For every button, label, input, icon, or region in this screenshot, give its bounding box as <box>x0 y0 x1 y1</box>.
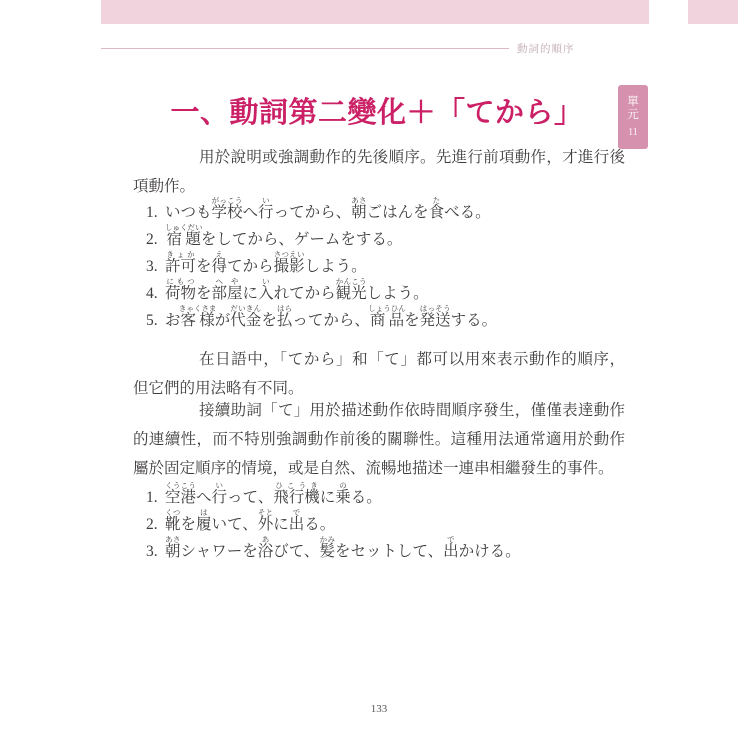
intro-paragraph: 用於說明或強調動作的先後順序。先進行前項動作，才進行後項動作。 <box>133 149 625 195</box>
top-edge-band-right <box>688 0 738 24</box>
example-text: 朝あさシャワーを浴あびて、髪かみをセットして、出でかける。 <box>165 535 521 560</box>
section-title: 一、動詞第二變化＋「てから」 <box>170 97 584 129</box>
example-sentence <box>146 277 632 304</box>
example-text: 荷物にもつを部屋へやに入いれてから観光かんこうしよう。 <box>165 277 429 302</box>
example-sentence <box>146 481 632 508</box>
running-head-rule <box>101 48 509 49</box>
contrast-paragraph: 在日語中，「てから」和「て」都可以用來表示動作的順序，但它們的用法略有不同。 <box>133 351 625 397</box>
example-number: 2. <box>146 231 158 248</box>
example-number: 1. <box>146 204 158 221</box>
example-sentence <box>146 196 632 223</box>
example-number: 2. <box>146 516 158 533</box>
top-edge-band-left <box>101 0 649 24</box>
example-text: お客様きゃくさまが代金だいきんを払はらってから、商品しょうひんを発送はっそうする。 <box>165 304 498 329</box>
example-text: 空港くうこうへ行いって、飛行機ひこうきに乗のる。 <box>165 481 382 506</box>
page-number: 133 <box>370 703 388 715</box>
tekara-example-list <box>146 196 632 331</box>
example-sentence <box>146 535 632 562</box>
example-sentence <box>146 304 632 331</box>
example-sentence <box>146 250 632 277</box>
example-text: 許可きょかを得えてから撮影さつえいしよう。 <box>165 250 367 275</box>
te-usage-paragraph: 接續助詞「て」用於描述動作依時間順序發生，僅僅表達動作的連續性，而不特別強調動作前後的關聯性。這種用法通常適用於動作屬於固定順序的情境，或是自然、流暢地描述一連串相繼發生的事件。 <box>133 402 625 477</box>
example-number: 4. <box>146 285 158 302</box>
running-head-label: 動詞的順序 <box>517 44 575 55</box>
running-head <box>101 41 575 55</box>
example-number: 1. <box>146 489 158 506</box>
example-number: 3. <box>146 543 158 560</box>
example-text: いつも学校がっこうへ行いってから、朝あさごはんを食たべる。 <box>165 196 491 221</box>
example-sentence <box>146 223 632 250</box>
unit-tab-label: 單元 <box>627 96 639 121</box>
example-text: 宿題しゅくだいをしてから、ゲームをする。 <box>165 223 403 248</box>
example-sentence <box>146 508 632 535</box>
example-number: 3. <box>146 258 158 275</box>
example-text: 靴くつを履はいて、外そとに出でる。 <box>165 508 336 533</box>
unit-tab-number: 11 <box>628 127 638 138</box>
te-example-list <box>146 481 632 562</box>
example-number: 5. <box>146 312 158 329</box>
